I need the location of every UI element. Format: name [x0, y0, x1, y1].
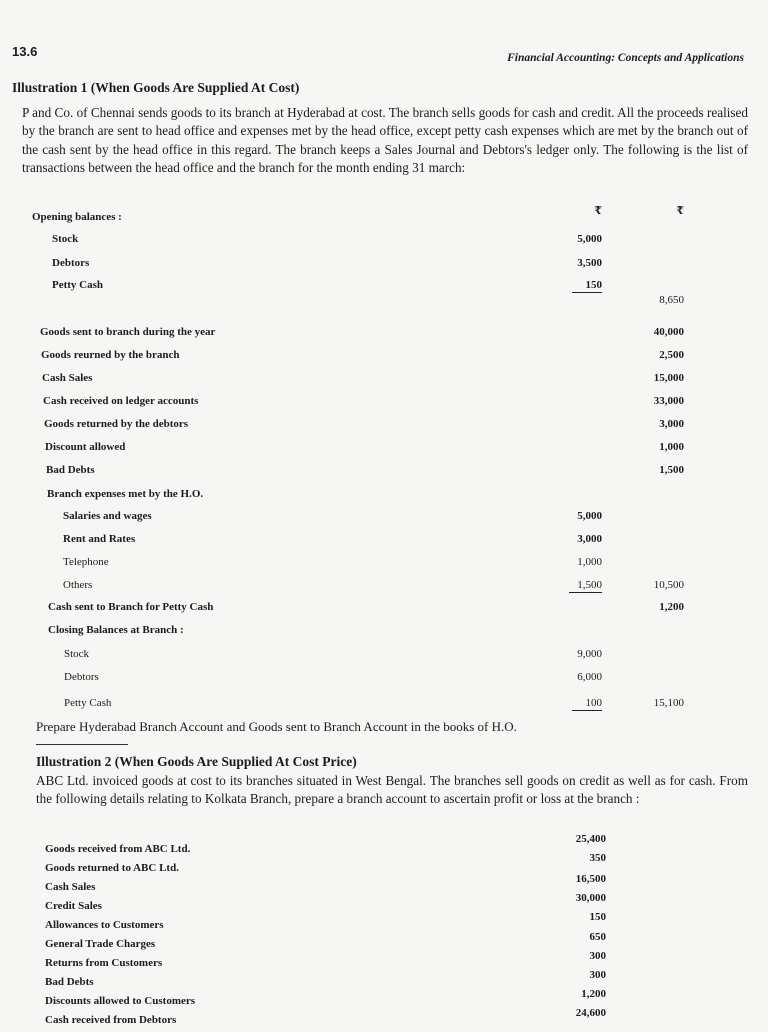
- transaction-label: Goods returned by the debtors: [44, 418, 189, 430]
- transaction-amount: 1,500: [659, 464, 684, 476]
- illustration-1-title: Illustration 1 (When Goods Are Supplied At Cost): [12, 80, 300, 95]
- transaction-row: [0, 326, 768, 344]
- expense-amount: 1,000: [577, 556, 602, 568]
- ill2-item-amount: 350: [589, 852, 606, 864]
- ill2-item-label: Returns from Customers: [45, 957, 163, 969]
- transaction-row: [0, 349, 768, 367]
- transaction-row: [0, 395, 768, 413]
- petty-cash-sent-amount: 1,200: [659, 601, 684, 613]
- opening-balances-label: Opening balances :: [32, 211, 122, 223]
- transaction-amount: 3,000: [659, 418, 684, 430]
- ill2-item-label: Goods returned to ABC Ltd.: [45, 862, 179, 874]
- expense-amount: 1,500: [569, 579, 602, 593]
- closing-row: [0, 671, 768, 689]
- closing-row: [0, 648, 768, 666]
- ill2-item-amount: 24,600: [575, 1007, 606, 1019]
- opening-row: [0, 257, 768, 275]
- rupee-column-header-1: ₹: [594, 205, 602, 217]
- transaction-label: Goods sent to branch during the year: [40, 326, 216, 338]
- transaction-label: Bad Debts: [46, 464, 95, 476]
- ill2-item-row: [0, 852, 768, 880]
- illustration-2-paragraph: ABC Ltd. invoiced goods at cost to its branches situated in West Bengal. The branches sell goods on credit as well as for cash. From the following details relating to Kolkata Branch, prepare a branch account to ascertain profit or loss at the branch :: [36, 773, 748, 807]
- expense-row: [0, 533, 768, 551]
- expense-label: Rent and Rates: [63, 533, 136, 545]
- closing-row-label: Debtors: [64, 671, 99, 683]
- ill2-item-amount: 30,000: [575, 892, 606, 904]
- ill2-item-amount: 16,500: [575, 873, 606, 885]
- ill2-item-label: Bad Debts: [45, 976, 94, 988]
- transaction-label: Discount allowed: [45, 441, 126, 453]
- ill2-item-row: [0, 892, 768, 918]
- transaction-label: Goods reurned by the branch: [41, 349, 180, 361]
- closing-row-amount: 100: [572, 697, 603, 711]
- ill2-item-row: [0, 969, 768, 994]
- illustration-1-paragraph: P and Co. of Chennai sends goods to its branch at Hyderabad at cost. The branch sells goods for cash and credit. All the proceeds realised by the branch are sent to head office and expenses met by the head office, except petty cash expenses which are met by the branch out of the cash sent by the head office in this regard. The branch keeps a Sales Journal and Debtors's ledger only. The following is the list of transactions between the head office and the branch for the month ending 31 march:: [22, 105, 748, 175]
- transaction-amount: 40,000: [653, 326, 684, 338]
- opening-total-row: [0, 294, 768, 312]
- branch-expenses-label: Branch expenses met by the H.O.: [47, 488, 204, 500]
- opening-total: 8,650: [659, 294, 684, 306]
- ill2-item-label: Credit Sales: [45, 900, 102, 912]
- transaction-label: Cash Sales: [42, 372, 93, 384]
- ill2-item-label: Cash received from Debtors: [45, 1014, 177, 1026]
- transaction-row: [0, 464, 768, 482]
- ill2-item-label: General Trade Charges: [45, 938, 156, 950]
- ill2-item-row: [0, 833, 768, 861]
- petty-cash-sent-label: Cash sent to Branch for Petty Cash: [48, 601, 214, 613]
- ill2-item-amount: 300: [589, 950, 606, 962]
- opening-row-label: Debtors: [52, 257, 90, 269]
- ill2-item-row: [0, 988, 768, 1013]
- expense-amount: 5,000: [577, 510, 602, 522]
- transaction-row: [0, 418, 768, 436]
- expense-label: Salaries and wages: [63, 510, 152, 522]
- transaction-row: [0, 372, 768, 390]
- closing-row-amount: 6,000: [577, 671, 602, 683]
- ill2-item-amount: 1,200: [581, 988, 606, 1000]
- opening-row-label: Stock: [52, 233, 79, 245]
- closing-row-label: Stock: [64, 648, 90, 660]
- transaction-amount: 1,000: [659, 441, 684, 453]
- expense-label: Others: [63, 579, 93, 591]
- transaction-amount: 33,000: [653, 395, 684, 407]
- illustration-1-instruction: Prepare Hyderabad Branch Account and Goods sent to Branch Account in the books of H.O.: [36, 719, 517, 734]
- ill2-item-row: [0, 1007, 768, 1032]
- ill2-item-label: Goods received from ABC Ltd.: [45, 843, 191, 855]
- expense-row: [0, 510, 768, 528]
- closing-row-amount: 9,000: [577, 648, 602, 660]
- expense-label: Telephone: [63, 556, 109, 568]
- closing-row-label: Petty Cash: [64, 697, 112, 709]
- page-number: 13.6: [12, 44, 38, 59]
- closing-total: 15,100: [653, 697, 684, 709]
- ill2-item-amount: 650: [589, 931, 606, 943]
- rupee-column-header-2: ₹: [676, 205, 684, 217]
- ill2-item-row: [0, 931, 768, 956]
- transaction-row: [0, 441, 768, 459]
- closing-row: [0, 697, 768, 715]
- expense-row: [0, 556, 768, 574]
- opening-row-label: Petty Cash: [52, 279, 104, 291]
- section-divider: [36, 744, 128, 745]
- ill2-item-label: Allowances to Customers: [45, 919, 164, 931]
- transaction-label: Cash received on ledger accounts: [43, 395, 199, 407]
- petty-cash-sent-row: [0, 601, 768, 619]
- ill2-item-label: Cash Sales: [45, 881, 96, 893]
- expense-amount: 3,000: [577, 533, 602, 545]
- running-header-title: Financial Accounting: Concepts and Applications: [507, 52, 744, 64]
- illustration-2-title: Illustration 2 (When Goods Are Supplied At Cost Price): [36, 754, 357, 769]
- opening-row-amount: 3,500: [577, 257, 602, 269]
- ill2-item-row: [0, 873, 768, 899]
- opening-row-amount: 5,000: [577, 233, 602, 245]
- opening-row-amount: 150: [572, 279, 603, 293]
- ill2-item-label: Discounts allowed to Customers: [45, 995, 196, 1007]
- ill2-item-amount: 25,400: [575, 833, 606, 845]
- expenses-total: 10,500: [653, 579, 684, 591]
- ill2-item-row: [0, 911, 768, 937]
- opening-row: [0, 233, 768, 251]
- ill2-item-amount: 150: [589, 911, 606, 923]
- ill2-item-row: [0, 950, 768, 975]
- closing-balances-label: Closing Balances at Branch :: [48, 624, 184, 636]
- expense-row: [0, 579, 768, 597]
- transaction-amount: 2,500: [659, 349, 684, 361]
- transaction-amount: 15,000: [653, 372, 684, 384]
- ill2-item-amount: 300: [589, 969, 606, 981]
